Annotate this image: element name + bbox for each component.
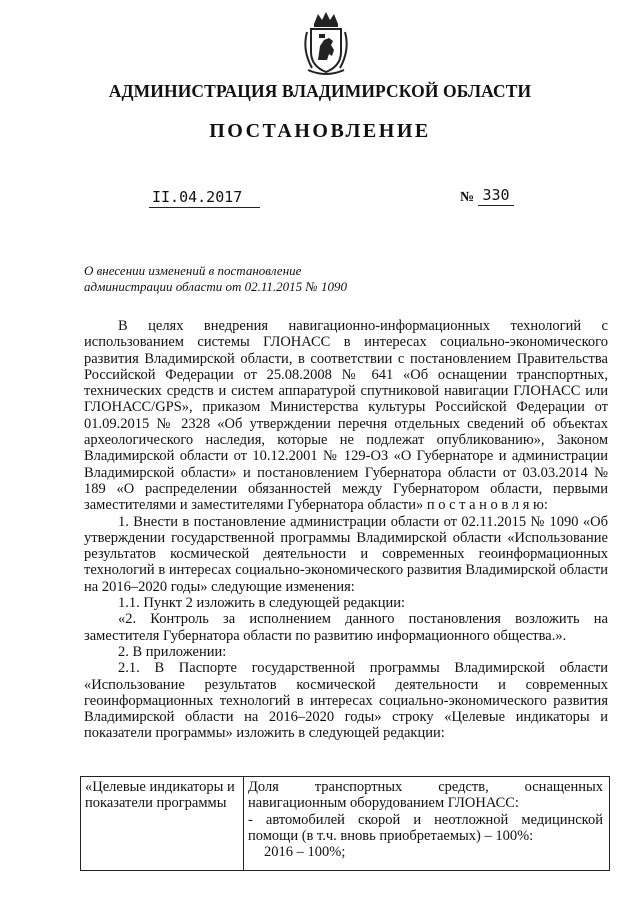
document-type-title: ПОСТАНОВЛЕНИЕ bbox=[209, 120, 431, 142]
subject-line-2: администрации области от 02.11.2015 № 1090 bbox=[84, 279, 347, 294]
number-label: № bbox=[460, 190, 475, 205]
paragraph-item-1-1-text: «2. Контроль за исполнением данного постановления возложить на заместителя Губернатора области по развитию информационного общества.». bbox=[84, 611, 608, 644]
table-cell-line-3: 2016 – 100%; bbox=[264, 844, 346, 861]
target-indicators-table bbox=[80, 776, 610, 871]
coat-of-arms-icon bbox=[296, 10, 356, 76]
table-cell-content bbox=[244, 777, 610, 871]
subject-line-1: О внесении изменений в постановление bbox=[84, 263, 302, 278]
paragraph-item-2: 2. В приложении: bbox=[118, 643, 227, 660]
document-number: 330 bbox=[478, 186, 514, 206]
table-cell-heading: «Целевые индикаторы и показатели программы bbox=[81, 777, 244, 871]
paragraph-item-1: 1. Внести в постановление администрации области от 02.11.2015 № 1090 «Об утверждении государственной программы Владимирской области «Использование результатов космической деятельности и современных геоинформационных технологий в интересах социально-экономического развития Владимирской области на 2016–2020 годы» следующие изменения: bbox=[84, 513, 608, 595]
document-body bbox=[84, 318, 608, 742]
table-row bbox=[81, 777, 610, 871]
table-cell-line-2: - автомобилей скорой и неотложной медицинской помощи (в т.ч. вновь приобретаемых) – 100%: bbox=[248, 811, 603, 844]
paragraph-item-2-1: 2.1. В Паспорте государственной программы Владимирской области «Использование результатов космической деятельности и современных геоинформационных технологий в интересах социально-экономического развития Владимирской области на 2016–2020 годы» строку «Целевые индикаторы и показатели программы» изложить в следующей редакции: bbox=[84, 660, 608, 742]
organization-title: АДМИНИСТРАЦИЯ ВЛАДИМИРСКОЙ ОБЛАСТИ bbox=[108, 81, 532, 101]
table-cell-line-1: Доля транспортных средств, оснащенных навигационным оборудованием ГЛОНАСС: bbox=[248, 779, 603, 812]
document-date: II.04.2017 bbox=[149, 188, 260, 208]
paragraph-item-1-1: 1.1. Пункт 2 изложить в следующей редакции: bbox=[118, 595, 406, 612]
paragraph-preamble: В целях внедрения навигационно-информационных технологий с использованием системы ГЛОНАСС в интересах социально-экономического развития Владимирской области, в соответствии с постановлением Правительства Российской Федерации от 25.08.2008 № 641 «Об оснащении транспортных, технических средств и систем аппаратурой спутниковой навигации ГЛОНАСС или ГЛОНАСС/GPS», приказом Министерства культуры Российской Федерации от 01.09.2015 № 2328 «Об утверждении перечня отдельных сведений об объектах археологического наследия, которые не подлежат опубликованию», Законом Владимирской области от 10.12.2001 № 129-ОЗ «О Губернаторе и администрации Владимирской области» и постановлением Губернатора области от 03.03.2014 № 189 «О распределении обязанностей между Губернатором области, первыми заместителями и заместителями Губернатора области» п о с т а н о в л я ю: bbox=[84, 318, 608, 514]
document-subject bbox=[84, 263, 404, 295]
